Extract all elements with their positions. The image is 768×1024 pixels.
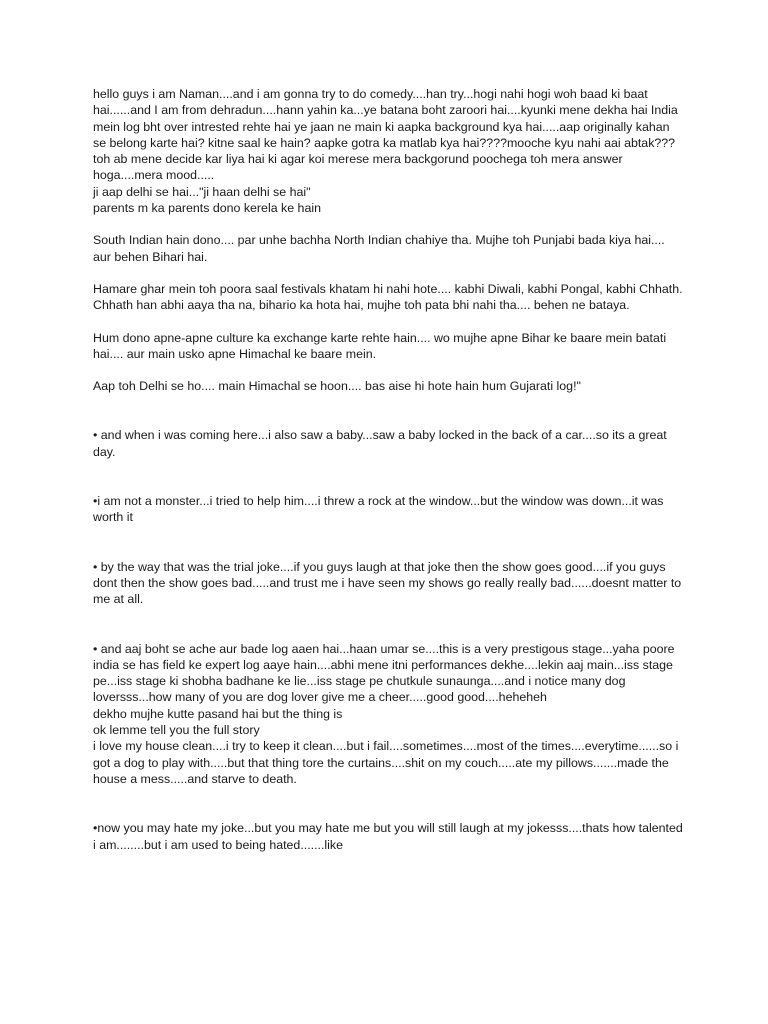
bullet-trial-joke: • by the way that was the trial joke....if you guys laugh at that joke then the show goes good....if you guys dont then the show goes bad.....and trust me i have seen my shows go really really bad......doesnt matter to me at all. [93, 559, 682, 607]
bullet-hate: •now you may hate my joke...but you may hate me but you will still laugh at my jokesss....thats how talented i am........but i am used to being hated.......like [93, 821, 683, 852]
bullet-stage: • and aaj boht se ache aur bade log aaen hai...haan umar se....this is a very prestigous stage...yaha poore india se has field ke expert log aaye hain....abhi mene itni performances dekhe....lekin aaj main...iss stage pe...iss stage ki shobha badhane ke lie...iss stage pe chutkule sunaunga....and i notice many dog loversss...how many of you are dog lover give me a cheer.....good good....heheheh dekho mujhe kutte pasand hai but the thing is ok lemme tell you the full story i love my house clean....i try to keep it clean....but i fail....sometimes....most of the times....everytime......so i got a dog to play with.....but that thing tore the curtains....shit on my couch.....ate my pillows.......made the house a mess.....and starve to death. [93, 641, 679, 786]
bullet-baby: • and when i was coming here...i also saw a baby...saw a baby locked in the back of a car....so its a great day. [93, 428, 667, 459]
spacer [93, 394, 683, 427]
spacer [93, 608, 683, 641]
spacer [93, 314, 683, 330]
spacer [93, 265, 683, 281]
paragraph-intro: hello guys i am Naman....and i am gonna try to do comedy....han try...hogi nahi hogi woh baad ki baat hai......and I am from dehradun....hann yahin ka...ye batana boht zaroori hai....kyunki mene dekha hai India mein log bht over intrested rehte hai ye jaan ne main ki aapka background kya hai.....aap originally kahan se belong karte hai? kitne saal ke hain? aapke gotra ka matlab kya hai????mooche kyu nahi aai abtak??? toh ab mene decide kar liya hai ki agar koi merese mera backgorund poochega toh mera answer hoga....mera mood..... ji aap delhi se hai..."ji haan delhi se hai" parents m ka parents dono kerela ke hain [93, 87, 678, 216]
paragraph-festivals: Hamare ghar mein toh poora saal festivals khatam hi nahi hote.... kabhi Diwali, kabhi Pongal, kabhi Chhath. Chhath han abhi aaya tha na, bihario ka hota hai, mujhe toh pata bhi nahi tha.... behen ne bataya. [93, 281, 683, 313]
spacer [93, 787, 683, 820]
paragraph-south-indian: South Indian hain dono.... par unhe bachha North Indian chahiye tha. Mujhe toh Punjabi bada kiya hai.... aur behen Bihari hai. [93, 233, 665, 264]
paragraph-gujarati: Aap toh Delhi se ho.... main Himachal se hoon.... bas aise hi hote hain hum Gujarati log!" [93, 379, 581, 394]
document-page [93, 86, 683, 853]
spacer [93, 526, 683, 559]
spacer [93, 460, 683, 493]
spacer [93, 216, 683, 232]
paragraph-culture: Hum dono apne-apne culture ka exchange karte rehte hain.... wo mujhe apne Bihar ke baare mein batati hai.... aur main usko apne Himachal ke baare mein. [93, 330, 667, 361]
spacer [93, 362, 683, 378]
bullet-monster: •i am not a monster...i tried to help him....i threw a rock at the window...but the window was down...it was worth it [93, 494, 664, 525]
